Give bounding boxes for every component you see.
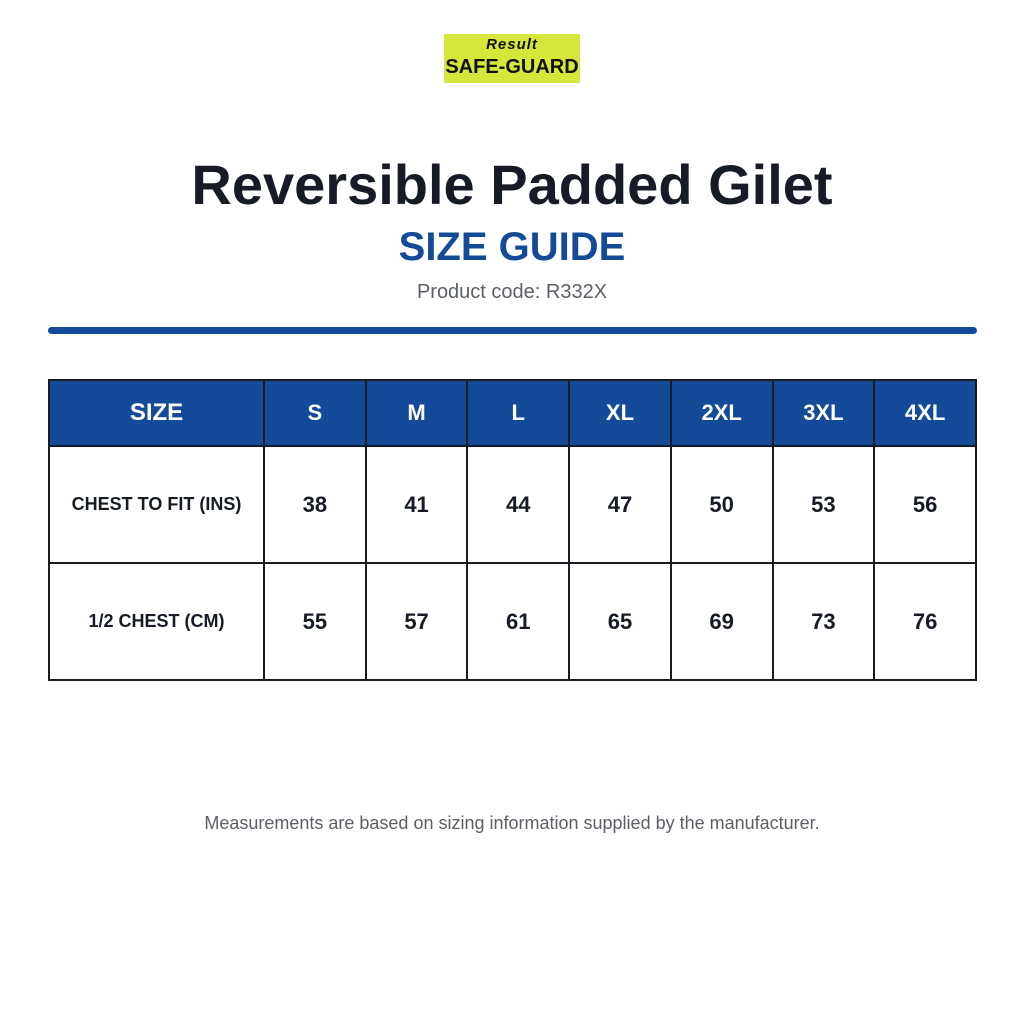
brand-logo	[444, 34, 580, 83]
header-xl: XL	[569, 380, 671, 446]
table-cell: 56	[874, 446, 976, 563]
table-cell: 61	[467, 563, 569, 680]
size-table	[48, 379, 977, 681]
table-cell: 44	[467, 446, 569, 563]
product-code: Product code: R332X	[416, 281, 608, 303]
table-cell: 47	[569, 446, 671, 563]
logo-line-result: Result	[486, 36, 538, 53]
footnote: Measurements are based on sizing information supplied by the manufacturer.	[204, 813, 820, 833]
page-title: Reversible Padded Gilet	[191, 153, 833, 216]
table-cell: 55	[264, 563, 366, 680]
row-label: CHEST TO FIT (INS)	[49, 446, 264, 563]
table-cell: 73	[773, 563, 875, 680]
table-cell: 69	[671, 563, 773, 680]
table-cell: 53	[773, 446, 875, 563]
row-label: 1/2 CHEST (CM)	[49, 563, 264, 680]
table-header-row	[49, 380, 976, 446]
table-cell: 50	[671, 446, 773, 563]
header-m: M	[366, 380, 468, 446]
header-size: SIZE	[49, 380, 264, 446]
logo-line-safeguard: SAFE-GUARD	[445, 56, 579, 78]
header-3xl: 3XL	[773, 380, 875, 446]
table-row	[49, 563, 976, 680]
divider	[48, 327, 977, 334]
table-cell: 76	[874, 563, 976, 680]
page-subtitle: SIZE GUIDE	[398, 225, 626, 269]
header-s: S	[264, 380, 366, 446]
header-2xl: 2XL	[671, 380, 773, 446]
table-cell: 38	[264, 446, 366, 563]
table-cell: 57	[366, 563, 468, 680]
header-4xl: 4XL	[874, 380, 976, 446]
table-cell: 41	[366, 446, 468, 563]
table-row	[49, 446, 976, 563]
table-cell: 65	[569, 563, 671, 680]
header-l: L	[467, 380, 569, 446]
